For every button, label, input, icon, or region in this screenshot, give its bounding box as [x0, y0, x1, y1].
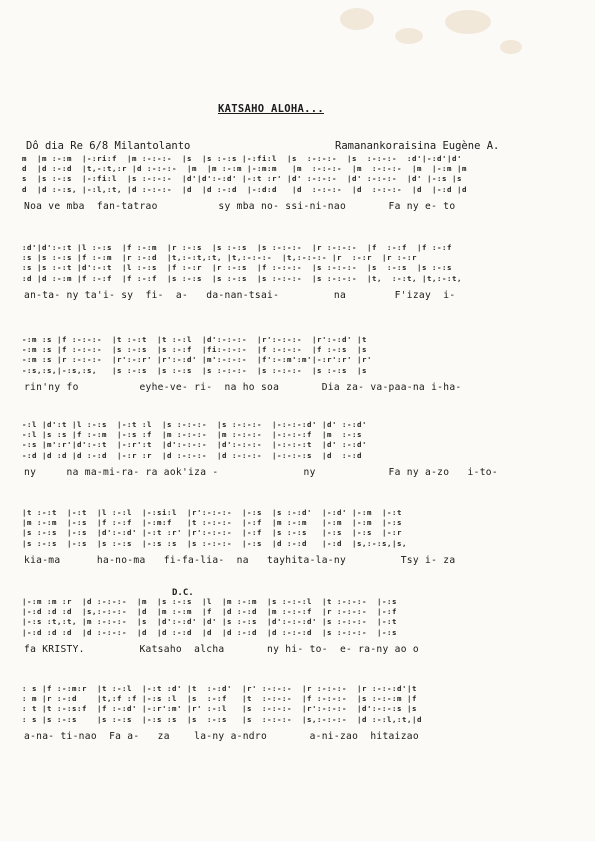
- music-system-4: [22, 420, 574, 478]
- notes-soprano: m |m :-:m |-:ri:f |m :-:-:- |s |s :-:s |-:fi:l |s :-:-:- |s :-:-:- :d'|-:d'|d': [22, 154, 462, 163]
- music-system-3: [22, 335, 574, 393]
- notes-bass: |s :-:s |-:s |s :-:s |-:s :s |s :-:-:- |-:s |d :-:d |-:d |s,:-:s,|s,: [22, 538, 407, 548]
- notes-alto: -:l |s :s |f :-:m |-:s :f |m :-:-:- |m :-:-:- |-:-:-:f |m :-:s: [22, 430, 362, 440]
- notes-bass: -:d |d :d |d :-:d |-:r :r |d :-:-:- |d :-:-:- |-:-:-:s |d :-:d: [22, 450, 362, 460]
- notes-soprano: -:m :s |f :-:-:- |t :-:t |t :-:l |d':-:-:- |r':-:-:- |r':-:d' |t: [22, 335, 367, 344]
- lyrics-line: a-na- ti-nao Fa a- za la-ny a-ndro a-ni-zao hitaizao: [24, 730, 419, 742]
- notes-alto: -:m :s |f :-:-:- |s :-:s |s :-:f |fi:-:-:- |f :-:-:- |f :-:s |s: [22, 345, 367, 355]
- music-system-7: [22, 684, 574, 742]
- notes-bass: -:s,:s,|-:s,:s, |s :-:s |s :-:s |s :-:-:- |s :-:-:- |s :-:s |s: [22, 365, 367, 375]
- notes-alto: |m :-:m |-:s |f :-:f |-:m:f |t :-:-:- |-:f |m :-:m |-:m |-:m |-:s: [22, 518, 402, 528]
- music-system-6: [22, 597, 574, 655]
- notes-alto: |-:d :d :d |s,:-:-:- |d |m :-:m |f |d :-:d |m :-:-:f |r :-:-:- |-:f: [22, 607, 397, 617]
- lyrics-line: ny na ma-mi-ra- ra aok'iza - ny Fa ny a-zo i-to-: [24, 466, 498, 478]
- notes-bass: |-:d :d :d |d :-:-:- |d |d :-:d |d |d :-:d |d :-:-:d |s :-:-:- |-:s: [22, 627, 397, 637]
- notes-bass: : s |s :-:s |s :-:s |-:s :s |s :-:s |s :-:-:- |s,:-:-:- |d :-:l,:t,|d: [22, 714, 422, 724]
- notes-alto: :s |s :-:s |f :-:m |r :-:d |t,:-:t,:t, |t,:-:-:- |t,:-:-:- |r :-:r |r :-:r: [22, 253, 417, 263]
- key-signature: Dô dia Re 6/8 Milantolanto: [26, 140, 191, 152]
- lyrics-line: fa KRISTY. Katsaho alcha ny hi- to- e- ra-ny ao o: [24, 643, 419, 655]
- music-system-5: [22, 508, 574, 566]
- da-capo-mark: D.C.: [172, 588, 194, 598]
- document-title: KATSAHO ALOHA...: [218, 103, 324, 115]
- notes-alto: d |d :-:d |t,-:t,:r |d :-:-:- |m |m :-:m |-:m:m |m :-:-:- |m :-:-:- |m |-:m |m: [22, 164, 467, 174]
- notes-soprano: |t :-:t |-:t |l :-:l |-:si:l |r':-:-:- |-:s |s :-:d' |-:d' |-:m |-:t: [22, 508, 402, 517]
- lyrics-line: an-ta- ny ta'i- sy fi- a- da-nan-tsai- na F'izay i-: [24, 289, 456, 301]
- notes-bass: d |d :-:s, |-:l,:t, |d :-:-:- |d |d :-:d |-:d:d |d :-:-:- |d :-:-:- |d |-:d |d: [22, 184, 467, 194]
- notes-tenor: : t |t :-:s:f |f :-:d' |-:r':m' |r' :-:l |s :-:-:- |r':-:-:- |d':-:-:s |s: [22, 704, 417, 714]
- notes-alto: : m |r :-:d |t,:f :f |-:s :l |s :-:f |t :-:-:- |f :-:-:- |s :-:-:m |f: [22, 694, 417, 704]
- notes-tenor: |-:s :t,:t, |m :-:-:- |s |d':-:d' |d' |s :-:s |d':-:-:d' |s :-:-:- |-:t: [22, 617, 397, 627]
- lyrics-line: kia-ma ha-no-ma fi-fa-lia- na tayhita-la-ny Tsy i- za: [24, 554, 456, 566]
- notes-soprano: -:l |d':t |l :-:s |-:t :l |s :-:-:- |s :-:-:- |-:-:-:d' |d' :-:d': [22, 420, 367, 429]
- notes-soprano: :d'|d':-:t |l :-:s |f :-:m |r :-:s |s :-:s |s :-:-:- |r :-:-:- |f :-:f |f :-:f: [22, 243, 452, 252]
- music-system-1: [22, 154, 574, 212]
- music-system-2: [22, 243, 574, 301]
- notes-soprano: : s |f :-:m:r |t :-:l |-:t :d' |t :-:d' |r' :-:-:- |r :-:-:- |r :-:-:d'|t: [22, 684, 417, 693]
- notes-tenor: :s |s :-:t |d':-:t |l :-:s |f :-:r |r :-:s |f :-:-:- |s :-:-:- |s :-:s |s :-:s: [22, 263, 452, 273]
- lyrics-line: Noa ve mba fan-tatrao sy mba no- ssi-ni-nao Fa ny e- to: [24, 200, 456, 212]
- notes-tenor: -:m :s |r :-:-:- |r':-:r' |r':-:d' |m':-:-:- |f':-:m':m'|-:r':r' |r': [22, 355, 372, 365]
- composer-name: Ramanankoraisina Eugène A.: [335, 140, 500, 152]
- notes-tenor: -:s |m':r'|d':-:t |-:r':t |d':-:-:- |d':-:-:- |-:-:-:t |d' :-:d': [22, 440, 367, 450]
- notes-soprano: |-:m :m :r |d :-:-:- |m |s :-:s |l |m :-:m |s :-:-:l |t :-:-:- |-:s: [22, 597, 397, 606]
- lyrics-line: rin'ny fo eyhe-ve- ri- na ho soa Dia za- va-paa-na i-ha-: [24, 381, 462, 393]
- notes-bass: :d |d :-:m |f :-:f |f :-:f |s :-:s |s :-:s |s :-:-:- |s :-:-:- |t, :-:t, |t,:-:t,: [22, 273, 462, 283]
- notes-tenor: s |s :-:s |-:fi:l |s :-:-:- |d'|d':-:d' |-:t :r' |d' :-:-:- |d' :-:-:- |d' |-:s |s: [22, 174, 462, 184]
- notes-tenor: |s :-:s |-:s |d':-:d' |-:t :r' |r':-:-:- |-:f |s :-:s |-:s |-:s |-:r: [22, 528, 402, 538]
